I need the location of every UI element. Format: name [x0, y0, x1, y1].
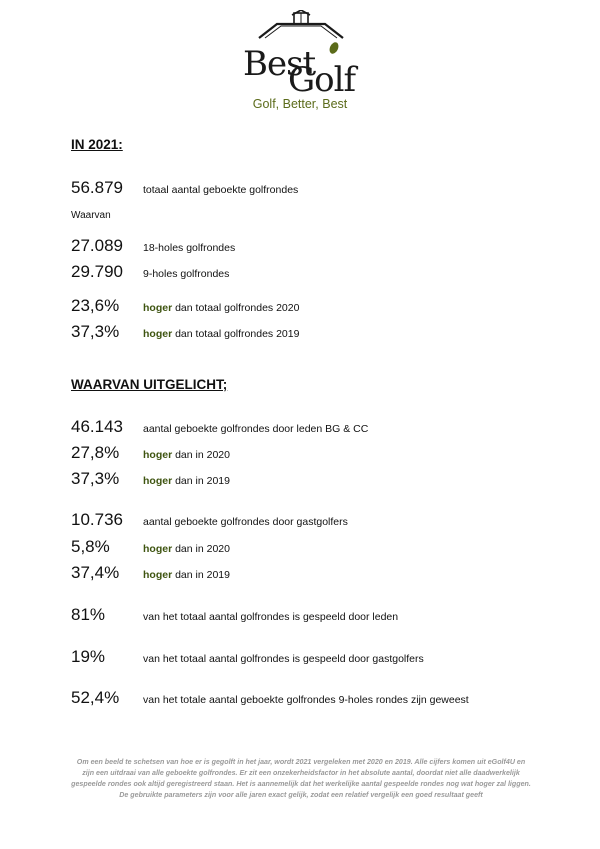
stat-guests	[71, 510, 348, 534]
stat-share-9-holes	[71, 688, 469, 712]
stat-number: 46.143	[71, 417, 123, 436]
stat-number: 37,4%	[71, 563, 120, 582]
section-heading-uitgelicht: WAARVAN UITGELICHT;	[71, 377, 228, 392]
tagline: Golf, Better, Best	[252, 97, 348, 111]
stat-members	[71, 417, 369, 441]
stat-text: aantal geboekte golfrondes door gastgolfers	[143, 516, 348, 528]
stat-total	[71, 178, 299, 202]
stat-number: 52,4%	[71, 688, 120, 707]
hoger-label: hoger	[143, 475, 173, 487]
stat-18-holes	[71, 236, 236, 260]
stat-text: hoger dan in 2019	[143, 569, 230, 581]
stat-text: hoger dan totaal golfrondes 2019	[143, 328, 300, 340]
stat-vs-2019	[71, 322, 300, 346]
stat-members-2020	[71, 443, 230, 467]
hoger-label: hoger	[143, 543, 173, 555]
stat-number: 29.790	[71, 262, 123, 281]
hoger-label: hoger	[143, 569, 173, 581]
brand-golf: Golf	[288, 60, 356, 100]
stat-text: hoger dan in 2019	[143, 475, 230, 487]
hoger-label: hoger	[143, 449, 173, 461]
stat-share-guests	[71, 647, 424, 671]
stat-text: hoger dan in 2020	[143, 449, 230, 461]
hoger-label: hoger	[143, 328, 173, 340]
stat-text: van het totaal aantal golfrondes is gespeeld door gastgolfers	[143, 653, 424, 665]
stat-number: 10.736	[71, 510, 123, 529]
stat-members-2019	[71, 469, 230, 493]
stat-text: 9-holes golfrondes	[143, 268, 230, 280]
stat-number: 37,3%	[71, 322, 120, 341]
stat-number: 23,6%	[71, 296, 120, 315]
stat-guests-2020	[71, 537, 230, 561]
stat-number: 5,8%	[71, 537, 110, 556]
section-heading-2021: IN 2021:	[71, 137, 123, 152]
stat-text: totaal aantal geboekte golfrondes	[143, 184, 299, 196]
brand-best: Best	[243, 44, 316, 84]
hoger-label: hoger	[143, 302, 173, 314]
stat-number: 56.879	[71, 178, 123, 197]
stat-text: van het totaal aantal golfrondes is gespeeld door leden	[143, 611, 399, 623]
logo	[0, 0, 600, 120]
stat-vs-2020	[71, 296, 300, 320]
stat-number: 19%	[71, 647, 106, 666]
stat-number: 81%	[71, 605, 106, 624]
stat-number: 27.089	[71, 236, 123, 255]
stat-text: hoger dan in 2020	[143, 543, 230, 555]
stat-text: 18-holes golfrondes	[143, 242, 236, 254]
stat-number: 37,3%	[71, 469, 120, 488]
stat-text: aantal geboekte golfrondes door leden BG & CC	[143, 423, 369, 435]
stat-guests-2019	[71, 563, 230, 587]
stat-text: hoger dan totaal golfrondes 2020	[143, 302, 300, 314]
stat-9-holes	[71, 262, 230, 286]
waarvan-label: Waarvan	[71, 210, 111, 221]
footnote: Om een beeld te schetsen van hoe er is gegolft in het jaar, wordt 2021 vergeleken met 2020 en 2019. Alle cijfers komen uit eGolf4U en zijn een uitdraai van alle geboekte golfrondes. Er zit een onzekerheidsfactor in het absolute aantal, doordat niet alle daadwerkelijk gespeelde rondes ook altijd geregistreerd staan. Het is aannemelijk dat het werkelijke aantal gespeelde rondes nog wat hoger zal liggen. De gebruikte parameters zijn voor alle jaren exact gelijk, zodat een relatief vergelijk een goed resultaat geeft	[71, 758, 531, 799]
stat-number: 27,8%	[71, 443, 120, 462]
stat-share-members	[71, 605, 399, 629]
stat-text: van het totale aantal geboekte golfrondes 9-holes rondes zijn geweest	[143, 694, 469, 706]
